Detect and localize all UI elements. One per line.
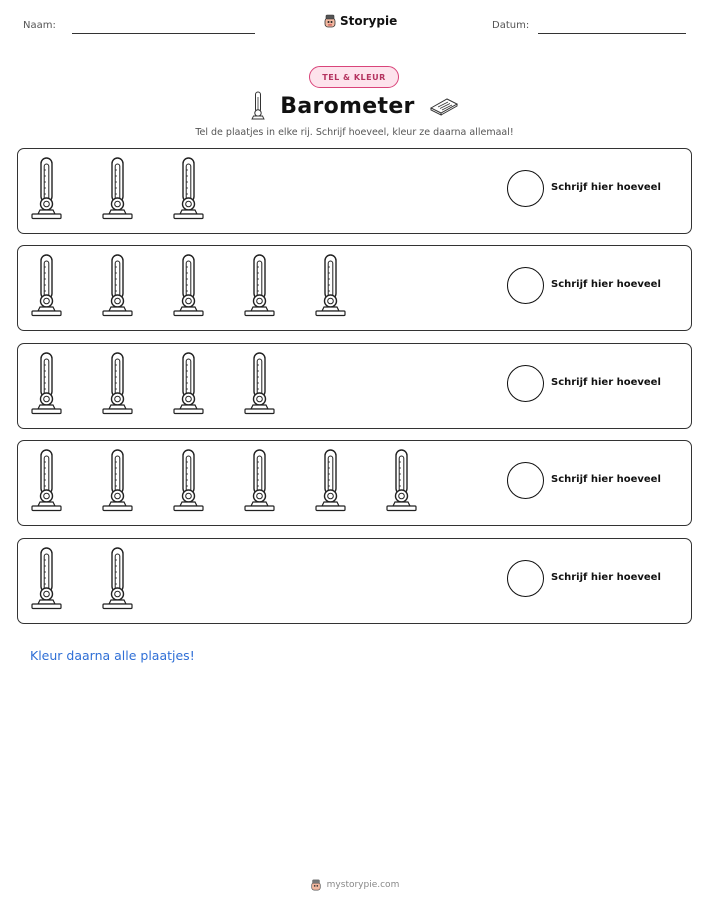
thermometer-group [30, 156, 205, 220]
footer-url: mystorypie.com [326, 880, 400, 890]
thermometer-icon[interactable] [101, 448, 134, 512]
thermometer-icon[interactable] [101, 546, 134, 610]
answer-circle[interactable] [507, 560, 544, 597]
thermometer-group [30, 351, 276, 415]
counting-row [17, 343, 692, 429]
thermometer-icon[interactable] [30, 156, 63, 220]
counting-row [17, 148, 692, 234]
page-title: Barometer [280, 93, 415, 119]
name-line[interactable] [72, 33, 255, 34]
thermometer-icon[interactable] [30, 351, 63, 415]
thermometer-icon [250, 91, 266, 121]
write-count-label: Schrijf hier hoeveel [551, 377, 661, 388]
answer-circle[interactable] [507, 462, 544, 499]
footer-note: Kleur daarna alle plaatjes! [30, 648, 195, 663]
thermometer-icon[interactable] [385, 448, 418, 512]
thermometer-icon[interactable] [243, 351, 276, 415]
thermometer-icon[interactable] [101, 156, 134, 220]
activity-badge: TEL & KLEUR [309, 66, 399, 88]
thermometer-icon[interactable] [101, 351, 134, 415]
thermometer-icon[interactable] [172, 351, 205, 415]
thermometer-icon[interactable] [172, 156, 205, 220]
write-count-label: Schrijf hier hoeveel [551, 279, 661, 290]
date-line[interactable] [538, 33, 686, 34]
footer-brand [0, 879, 709, 891]
thermometer-icon[interactable] [30, 546, 63, 610]
counting-row [17, 245, 692, 331]
name-label: Naam: [23, 20, 56, 31]
write-count-label: Schrijf hier hoeveel [551, 474, 661, 485]
storypie-mascot-icon [310, 879, 322, 891]
brand-name: Storypie [340, 14, 398, 28]
thermometer-group [30, 546, 134, 610]
thermometer-icon[interactable] [30, 448, 63, 512]
date-label: Datum: [492, 20, 530, 31]
answer-circle[interactable] [507, 267, 544, 304]
thermometer-icon[interactable] [101, 253, 134, 317]
answer-circle[interactable] [507, 365, 544, 402]
thermometer-icon[interactable] [172, 253, 205, 317]
storypie-logo [323, 14, 397, 28]
thermometer-group [30, 448, 418, 512]
thermometer-group [30, 253, 347, 317]
write-count-label: Schrijf hier hoeveel [551, 572, 661, 583]
write-count-label: Schrijf hier hoeveel [551, 182, 661, 193]
answer-circle[interactable] [507, 170, 544, 207]
thermometer-icon[interactable] [243, 448, 276, 512]
thermometer-icon[interactable] [243, 253, 276, 317]
thermometer-icon[interactable] [314, 253, 347, 317]
barometer-device-icon [429, 96, 459, 116]
instructions: Tel de plaatjes in elke rij. Schrijf hoeveel, kleur ze daarna allemaal! [195, 127, 514, 138]
storypie-mascot-icon [323, 14, 337, 28]
thermometer-icon[interactable] [30, 253, 63, 317]
thermometer-icon[interactable] [172, 448, 205, 512]
thermometer-icon[interactable] [314, 448, 347, 512]
title-row [0, 91, 709, 121]
counting-row [17, 440, 692, 526]
counting-row [17, 538, 692, 624]
